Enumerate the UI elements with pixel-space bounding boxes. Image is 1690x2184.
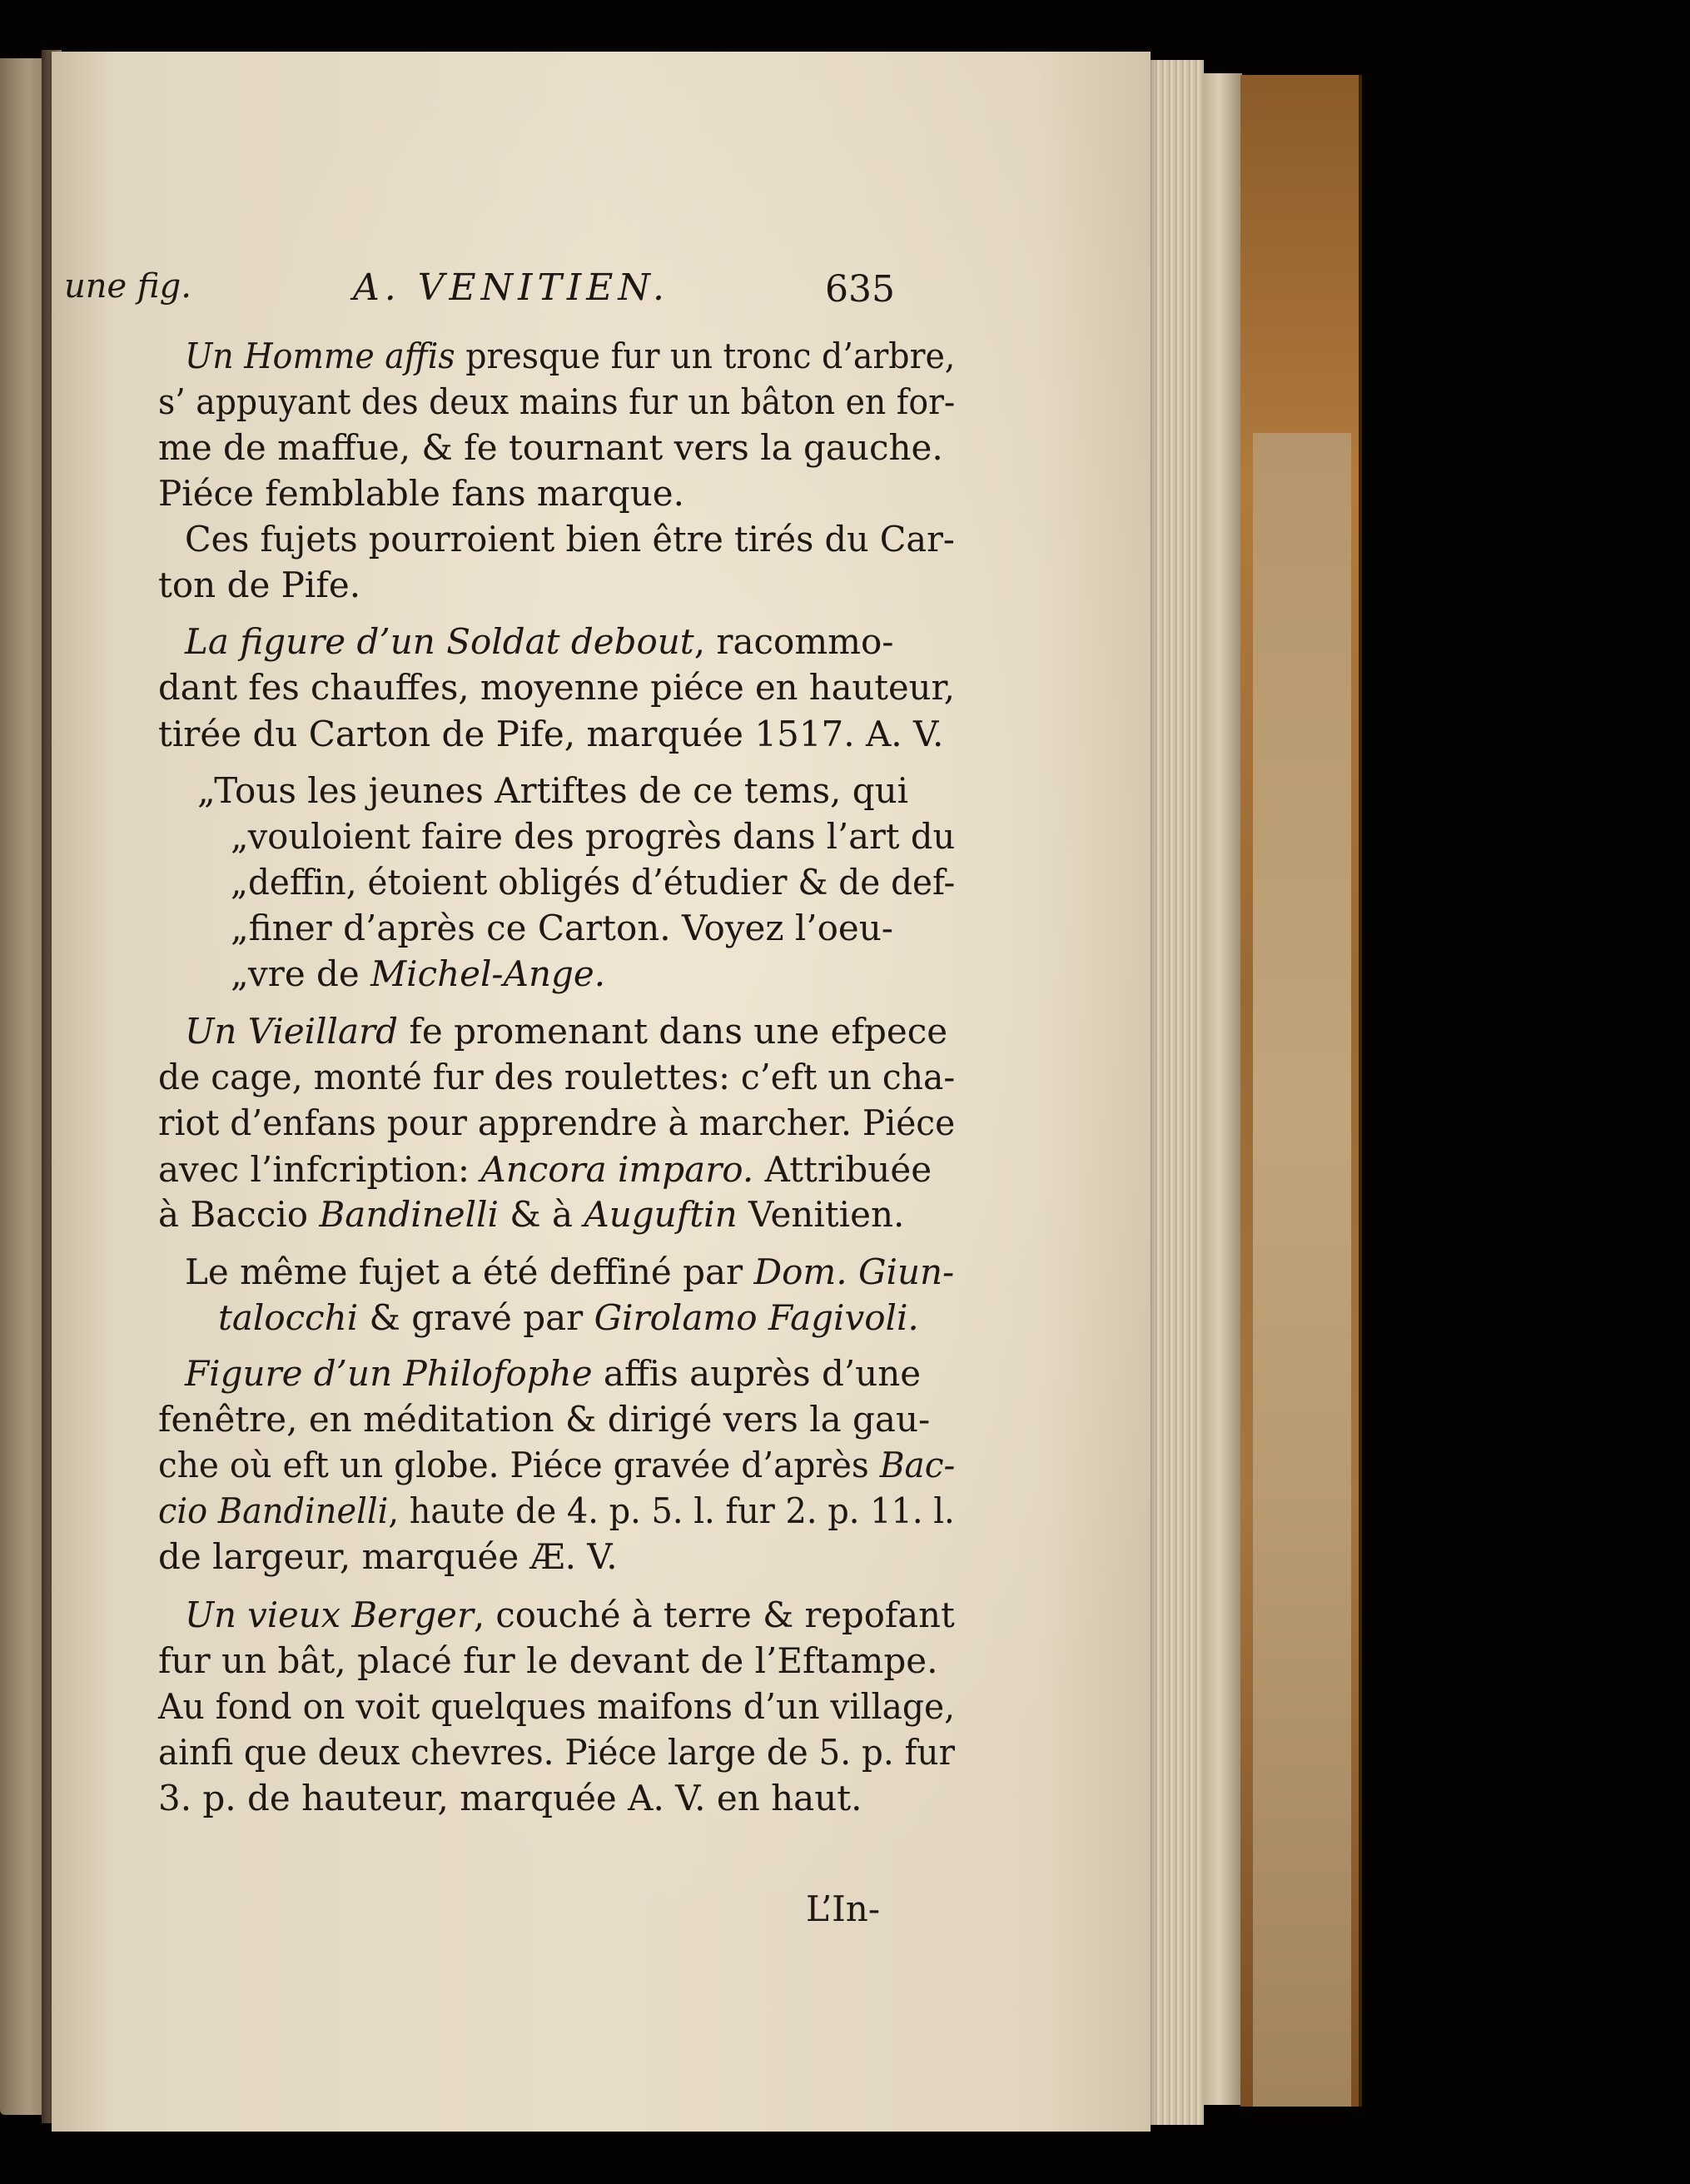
text-run: à Baccio [158, 1194, 320, 1235]
text-line [158, 1399, 931, 1440]
text-run: „deffin, étoient obligés d’étudier & de def- [231, 862, 956, 903]
text-line [185, 1251, 955, 1292]
text-run: fe promenant dans une efpece [397, 1011, 948, 1052]
italic-run: La figure d’un Soldat debout [185, 621, 694, 662]
text-run: Attribuée [753, 1149, 932, 1190]
text-run: „vouloient faire des progrès dans l’art du [231, 816, 956, 857]
book-page [52, 52, 1151, 2132]
text-line [158, 473, 685, 514]
text-run: „vre de [231, 953, 371, 994]
text-run: che où eft un globe. Piéce gravée d’après [158, 1445, 880, 1485]
text-line [185, 519, 955, 560]
text-run: ton de Pife. [158, 565, 361, 605]
text-run: dant fes chauffes, moyenne piéce en hauteur, [158, 667, 956, 708]
text-line [218, 1297, 919, 1338]
text-run: Le même fujet a été deffiné par [185, 1251, 754, 1292]
text-run: & gravé par [358, 1297, 594, 1338]
cover-pastedown [1253, 433, 1351, 2107]
text-line [158, 565, 361, 605]
text-run: & à [498, 1194, 584, 1235]
text-line [197, 770, 909, 811]
text-run: riot d’enfans pour apprendre à marcher. Piéce [158, 1102, 956, 1143]
text-line [185, 336, 956, 376]
text-line [185, 1594, 955, 1635]
italic-run: Figure d’un Philofophe [185, 1353, 593, 1394]
italic-run: cio Bandinelli [158, 1490, 389, 1531]
text-run: affis auprès d’une [592, 1353, 922, 1394]
italic-run: Michel-Ange. [370, 953, 606, 994]
margin-note: une fig. [64, 267, 191, 306]
text-run: Au fond on voit quelques maifons d’un village, [158, 1686, 956, 1727]
text-run: , racommo- [693, 621, 894, 662]
text-line [158, 381, 956, 422]
text-run: 3. p. de hauteur, marquée A. V. en haut. [158, 1778, 862, 1818]
text-line [231, 908, 893, 948]
text-line [158, 1732, 955, 1773]
italic-run: Girolamo Fagivoli. [594, 1297, 919, 1338]
text-line [158, 1149, 932, 1190]
text-line [158, 1194, 905, 1235]
text-run: , haute de 4. p. 5. l. fur 2. p. 11. l. [388, 1490, 955, 1531]
text-run: s’ appuyant des deux mains fur un bâton en for- [158, 381, 956, 422]
text-run: de cage, monté fur des roulettes: c’eft un cha- [158, 1057, 956, 1097]
text-run: avec l’infcription: [158, 1149, 481, 1190]
italic-run: talocchi [218, 1297, 359, 1338]
text-line [158, 1490, 955, 1531]
text-run: presque fur un tronc d’arbre, [455, 336, 956, 376]
italic-run: Ancora imparo. [480, 1149, 754, 1190]
text-line [158, 1536, 618, 1577]
italic-run: Bandinelli [319, 1194, 499, 1235]
text-line [231, 953, 606, 994]
text-line [185, 621, 894, 662]
text-line [158, 1057, 956, 1097]
text-line [158, 714, 944, 754]
text-line [158, 1686, 956, 1727]
catchword: L’In- [806, 1888, 881, 1929]
text-run: ainfi que deux chevres. Piéce large de 5. p. fur [158, 1732, 955, 1773]
fore-edge [1204, 73, 1242, 2105]
text-run: „Tous les jeunes Artiftes de ce tems, qui [197, 770, 909, 811]
text-line [158, 1445, 956, 1485]
italic-run: Un Vieillard [185, 1011, 398, 1052]
text-run: fur un bât, placé fur le devant de l’Eftampe. [158, 1640, 938, 1681]
italic-run: Dom. Giun- [753, 1251, 955, 1292]
italic-run: Bac- [879, 1445, 956, 1485]
text-run: de largeur, marquée Æ. V. [158, 1536, 618, 1577]
text-run: Venitien. [737, 1194, 905, 1235]
text-run: me de maffue, & fe tournant vers la gauche. [158, 427, 943, 468]
italic-run: Auguftin [584, 1194, 738, 1235]
text-run: „finer d’après ce Carton. Voyez l’oeu- [231, 908, 893, 948]
running-title: A. VENITIEN. [353, 266, 670, 309]
italic-run: Un Homme affis [185, 336, 455, 376]
text-line [185, 1011, 948, 1052]
text-run: Ces fujets pourroient bien être tirés du Car- [185, 519, 955, 560]
text-line [231, 862, 956, 903]
text-line [185, 1353, 922, 1394]
text-line [158, 427, 943, 468]
text-run: Piéce femblable fans marque. [158, 473, 685, 514]
text-line [158, 1778, 862, 1818]
page-number: 635 [825, 268, 895, 311]
text-line [231, 816, 956, 857]
text-run: fenêtre, en méditation & dirigé vers la gau- [158, 1399, 931, 1440]
text-line [158, 1640, 938, 1681]
text-line [158, 1102, 956, 1143]
text-line [158, 667, 956, 708]
text-run: tirée du Carton de Pife, marquée 1517. A. V. [158, 714, 944, 754]
italic-run: Un vieux Berger [185, 1594, 474, 1635]
text-run: , couché à terre & repofant [473, 1594, 955, 1635]
